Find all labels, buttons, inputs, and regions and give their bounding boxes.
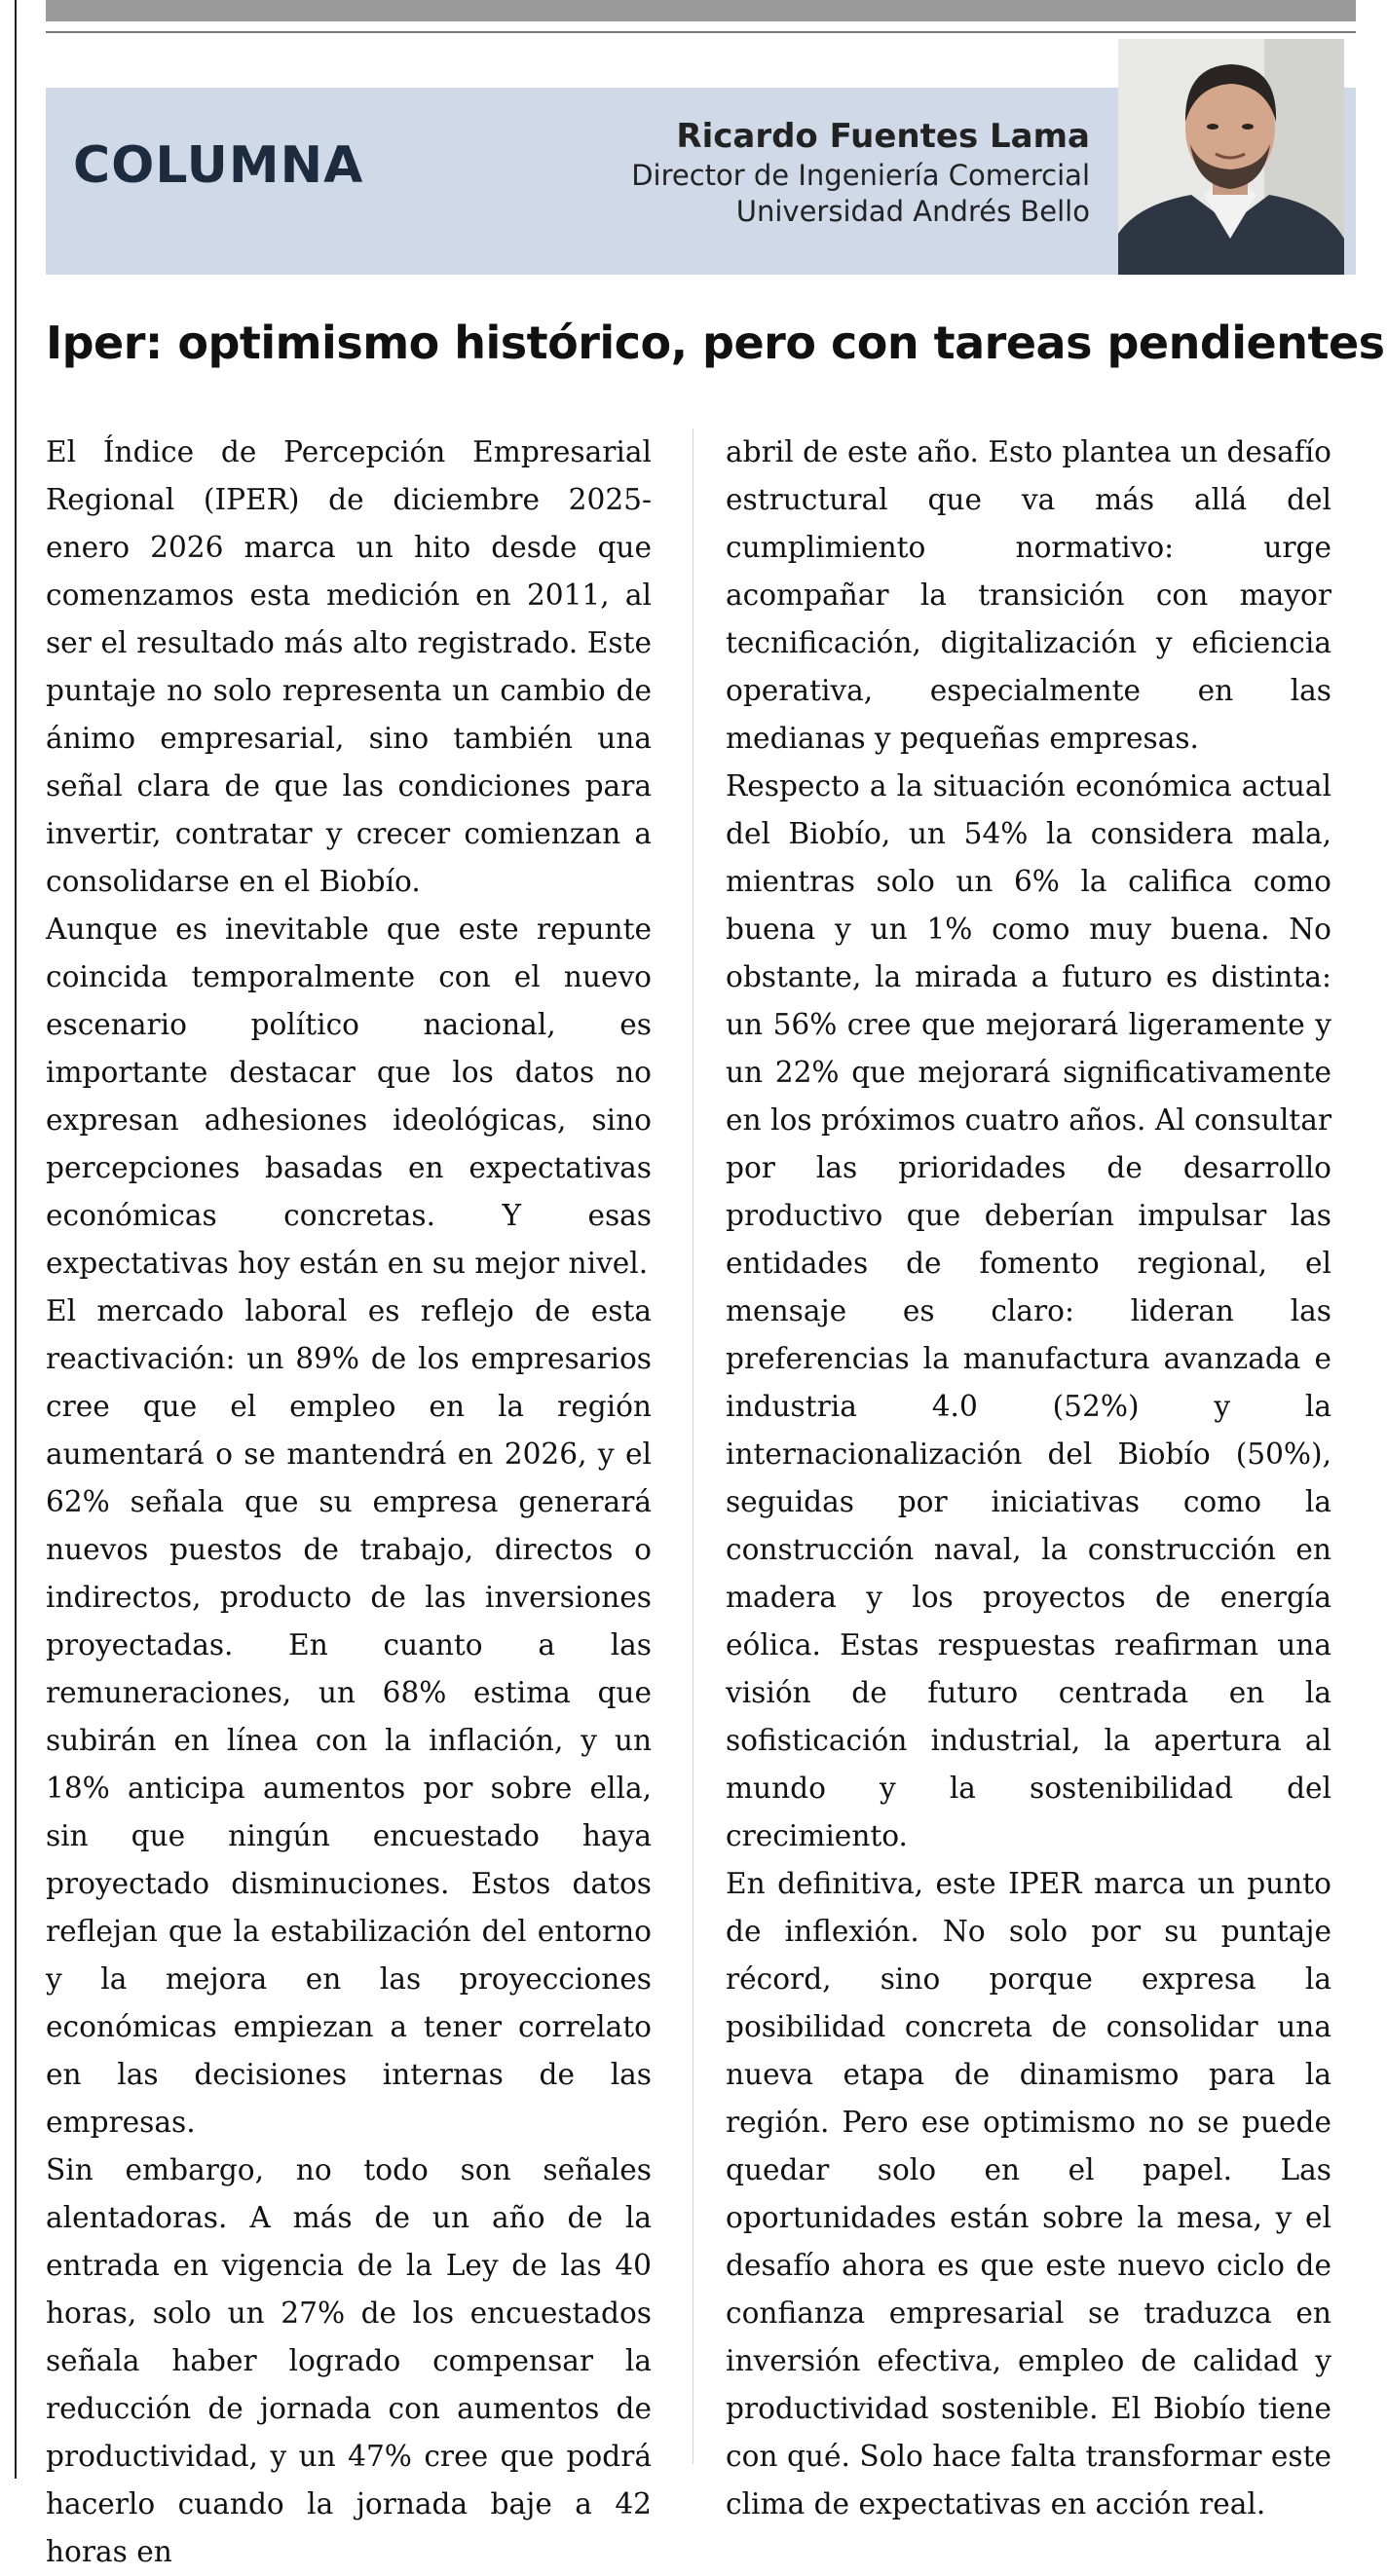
paragraph: El Índice de Percepción Empresarial Regional (IPER) de diciembre 2025-enero 2026 marca un hito desde que comenzamos esta medición en 2011, al ser el resultado más alto registrado. Este puntaje no solo representa un cambio de ánimo empresarial, sino también una señal clara de que las condiciones para invertir, contratar y crecer comienzan a consolidarse en el Biobío. bbox=[46, 435, 652, 898]
author-role: Director de Ingeniería Comercial bbox=[631, 159, 1090, 192]
author-block bbox=[631, 115, 1090, 230]
paragraph: Sin embargo, no todo son señales alentadoras. A más de un año de la entrada en vigencia de la Ley de las 40 horas, solo un 27% de los encuestados señala haber logrado compensar la reducción de jornada con aumentos de productividad, y un 47% cree que podrá hacerlo cuando la jornada baje a 42 horas en bbox=[46, 2153, 652, 2568]
left-margin-rule bbox=[15, 0, 17, 2479]
article-column-left bbox=[46, 429, 652, 2568]
article-column-right bbox=[726, 429, 1331, 2520]
author-photo bbox=[1118, 39, 1344, 275]
author-name: Ricardo Fuentes Lama bbox=[676, 117, 1090, 156]
top-gray-bar bbox=[46, 0, 1356, 21]
column-divider bbox=[693, 429, 694, 2464]
paragraph: Aunque es inevitable que este repunte coincida temporalmente con el nuevo escenario político nacional, es importante destacar que los datos no expresan adhesiones ideológicas, sino percepciones basadas en expectativas económicas concretas. Y esas expectativas hoy están en su mejor nivel. bbox=[46, 913, 652, 1280]
paragraph: En definitiva, este IPER marca un punto de inflexión. No solo por su puntaje récord, sino porque expresa la posibilidad concreta de consolidar una nueva etapa de dinamismo para la región. Pero ese optimismo no se puede quedar solo en el papel. Las oportunidades están sobre la mesa, y el desafío ahora es que este nuevo ciclo de confianza empresarial se traduzca en inversión efectiva, empleo de calidad y productividad sostenible. El Biobío tiene con qué. Solo hace falta transformar este clima de expectativas en acción real. bbox=[726, 1867, 1331, 2520]
author-institution: Universidad Andrés Bello bbox=[735, 195, 1090, 228]
top-divider-line bbox=[46, 31, 1356, 33]
paragraph: El mercado laboral es reflejo de esta reactivación: un 89% de los empresarios cree que el empleo en la región aumentará o se mantendrá en 2026, y el 62% señala que su empresa generará nuevos puestos de trabajo, directos o indirectos, producto de las inversiones proyectadas. En cuanto a las remuneraciones, un 68% estima que subirán en línea con la inflación, y un 18% anticipa aumentos por sobre ella, sin que ningún encuestado haya proyectado disminuciones. Estos datos reflejan que la estabilización del entorno y la mejora en las proyecciones económicas empiezan a tener correlato en las decisiones internas de las empresas. bbox=[46, 1294, 652, 2139]
article-headline: Iper: optimismo histórico, pero con tareas pendientes bbox=[46, 317, 1385, 369]
paragraph: abril de este año. Esto plantea un desafío estructural que va más allá del cumplimiento normativo: urge acompañar la transición con mayor tecnificación, digitalización y eficiencia operativa, especialmente en las medianas y pequeñas empresas. bbox=[726, 435, 1331, 755]
section-label: COLUMNA bbox=[73, 136, 364, 195]
paragraph: Respecto a la situación económica actual del Biobío, un 54% la considera mala, mientras solo un 6% la califica como buena y un 1% como muy buena. No obstante, la mirada a futuro es distinta: un 56% cree que mejorará ligeramente y un 22% que mejorará significativamente en los próximos cuatro años. Al consultar por las prioridades de desarrollo productivo que deberían impulsar las entidades de fomento regional, el mensaje es claro: lideran las preferencias la manufactura avanzada e industria 4.0 (52%) y la internacionalización del Biobío (50%), seguidas por iniciativas como la construcción naval, la construcción en madera y los proyectos de energía eólica. Estas respuestas reafirman una visión de futuro centrada en la sofisticación industrial, la apertura al mundo y la sostenibilidad del crecimiento. bbox=[726, 769, 1331, 1852]
